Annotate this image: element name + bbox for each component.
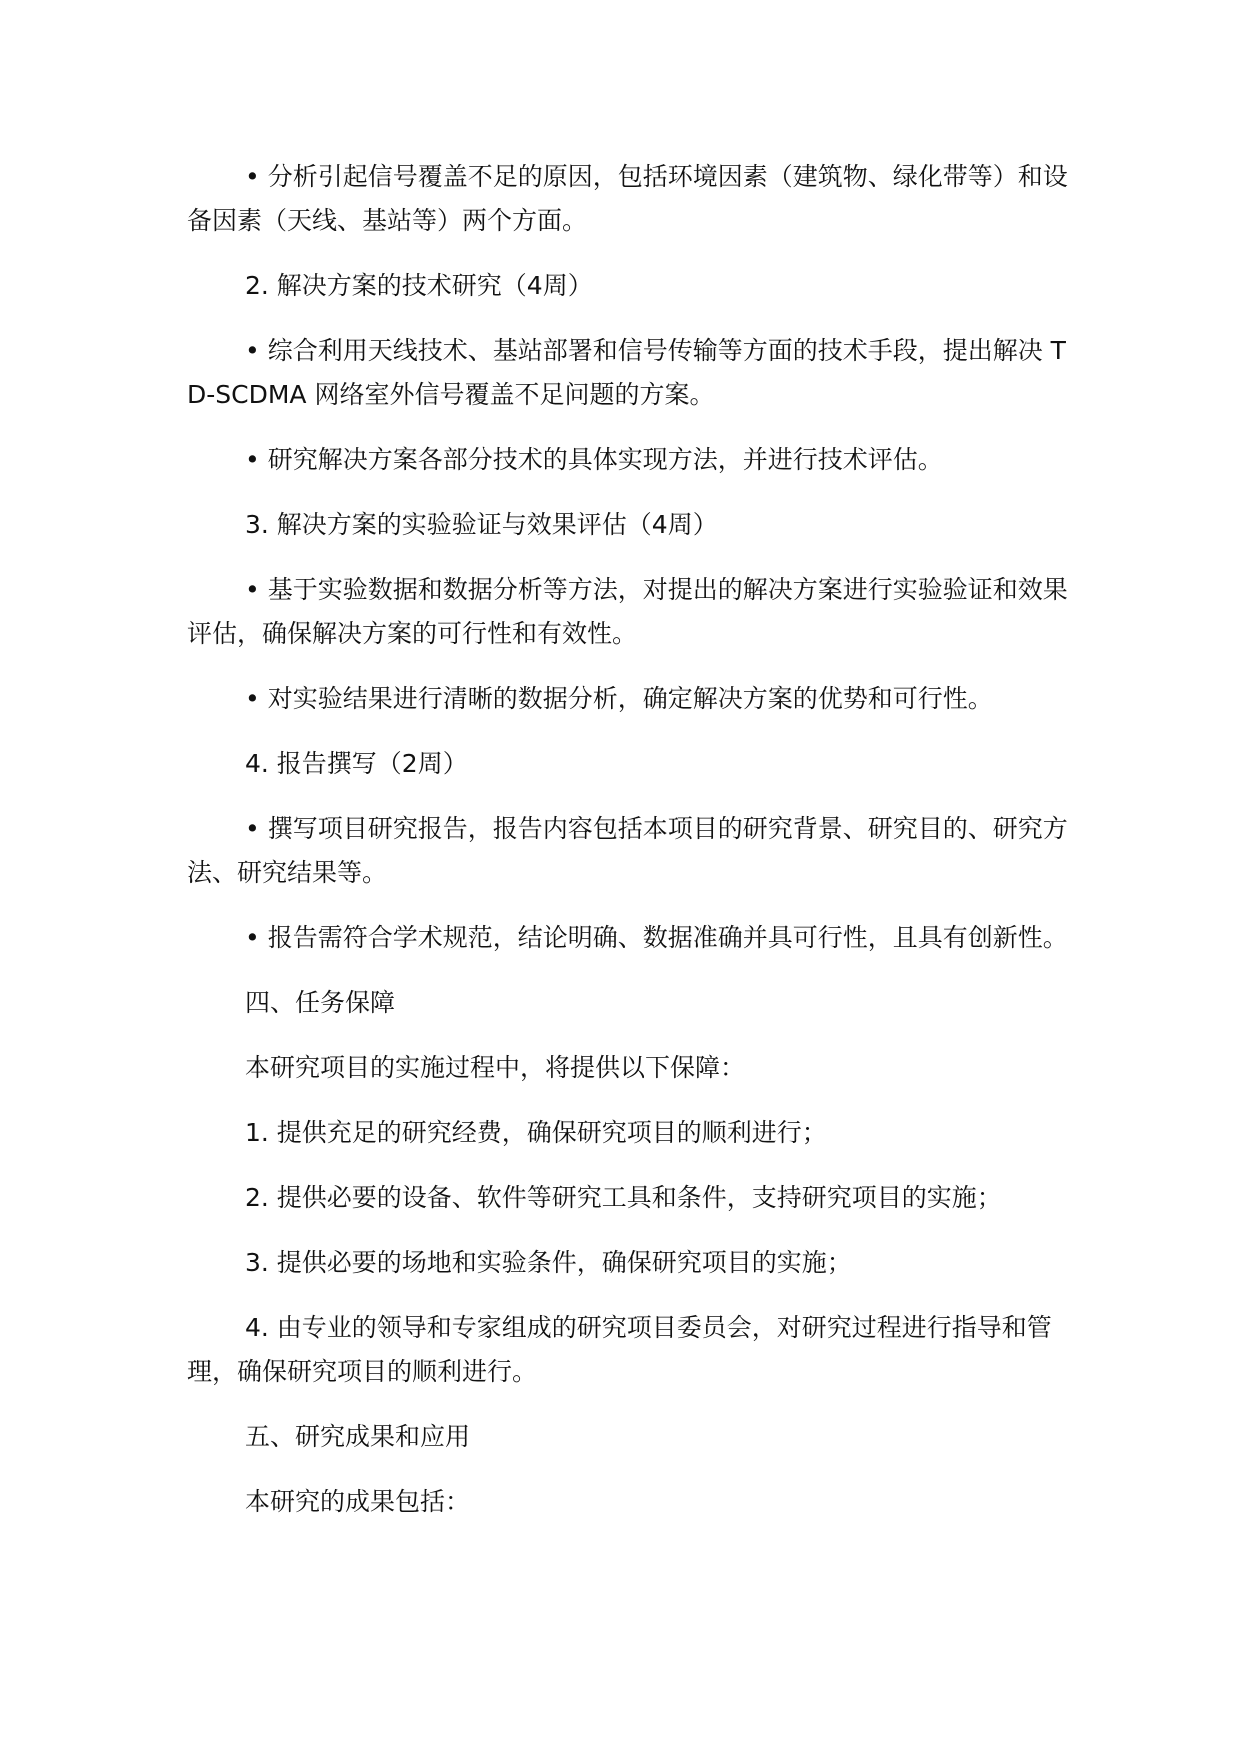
support-item-4: 4. 由专业的领导和专家组成的研究项目委员会，对研究过程进行指导和管理，确保研究项目的顺利进行。 bbox=[187, 1313, 1052, 1386]
bullet-report-writing: • 撰写项目研究报告，报告内容包括本项目的研究背景、研究目的、研究方法、研究结果等。 bbox=[187, 814, 1068, 887]
step-4-heading: 4. 报告撰写（2周） bbox=[245, 749, 468, 778]
bullet-experimental-validation: • 基于实验数据和数据分析等方法，对提出的解决方案进行实验验证和效果评估，确保解决方案的可行性和有效性。 bbox=[187, 575, 1068, 648]
support-item-1: 1. 提供充足的研究经费，确保研究项目的顺利进行； bbox=[245, 1118, 827, 1147]
bullet-report-standards: • 报告需符合学术规范，结论明确、数据准确并具可行性，且具有创新性。 bbox=[245, 923, 1068, 952]
section-4-heading: 四、任务保障 bbox=[245, 988, 396, 1017]
support-item-3: 3. 提供必要的场地和实验条件，确保研究项目的实施； bbox=[245, 1248, 852, 1277]
document-body bbox=[187, 155, 1077, 1545]
step-3-heading: 3. 解决方案的实验验证与效果评估（4周） bbox=[245, 510, 718, 539]
step-2-heading: 2. 解决方案的技术研究（4周） bbox=[245, 271, 593, 300]
bullet-cause-analysis: • 分析引起信号覆盖不足的原因，包括环境因素（建筑物、绿化带等）和设备因素（天线、基站等）两个方面。 bbox=[187, 162, 1068, 235]
bullet-data-analysis: • 对实验结果进行清晰的数据分析，确定解决方案的优势和可行性。 bbox=[245, 684, 993, 713]
bullet-implementation-method: • 研究解决方案各部分技术的具体实现方法，并进行技术评估。 bbox=[245, 445, 943, 474]
bullet-technical-solution: • 综合利用天线技术、基站部署和信号传输等方面的技术手段，提出解决 TD-SCDMA 网络室外信号覆盖不足问题的方案。 bbox=[187, 336, 1066, 409]
support-intro: 本研究项目的实施过程中，将提供以下保障： bbox=[245, 1053, 746, 1082]
results-intro: 本研究的成果包括： bbox=[245, 1487, 471, 1516]
support-item-2: 2. 提供必要的设备、软件等研究工具和条件，支持研究项目的实施； bbox=[245, 1183, 1002, 1212]
section-5-heading: 五、研究成果和应用 bbox=[245, 1422, 471, 1451]
